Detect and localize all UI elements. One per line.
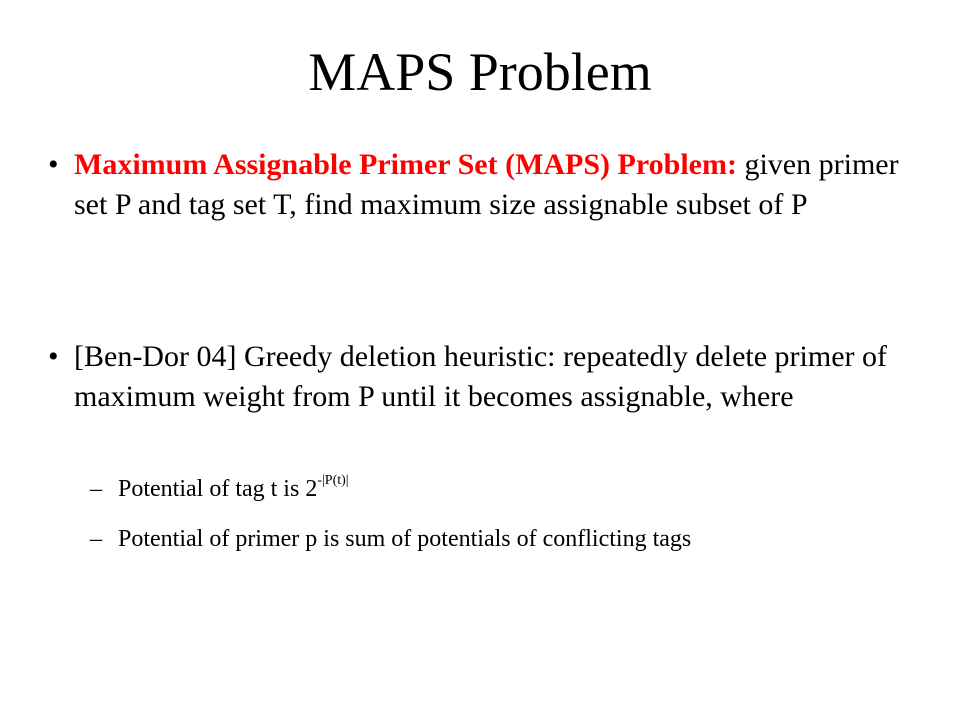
sub-bullet-item	[90, 523, 890, 555]
bullet-body-text: given primer set P and tag set T, find maximum size assignable subset of P	[74, 148, 899, 221]
bullet-item	[48, 145, 908, 225]
bullet-emphasis-text: Maximum Assignable Primer Set (MAPS) Problem:	[74, 148, 737, 181]
bullet-item	[48, 337, 908, 417]
sub-bullet-marker: –	[90, 526, 102, 552]
sub-bullet-marker: –	[90, 476, 102, 502]
bullet-marker: •	[48, 340, 59, 373]
bullet-text	[74, 145, 908, 225]
sub-bullet-text: Potential of primer p is sum of potentials of conflicting tags	[118, 526, 692, 552]
bullet-text: [Ben-Dor 04] Greedy deletion heuristic: repeatedly delete primer of maximum weight from P until it becomes assignable, where	[74, 340, 888, 413]
exponent-superscript: -|P(t)|	[317, 473, 349, 488]
sub-bullet-item	[90, 473, 890, 505]
slide-title: MAPS Problem	[308, 42, 652, 102]
sub-bullet-body-text: Potential of tag t is 2	[118, 476, 318, 502]
sub-bullet-text	[118, 473, 890, 505]
bullet-marker: •	[48, 148, 59, 181]
